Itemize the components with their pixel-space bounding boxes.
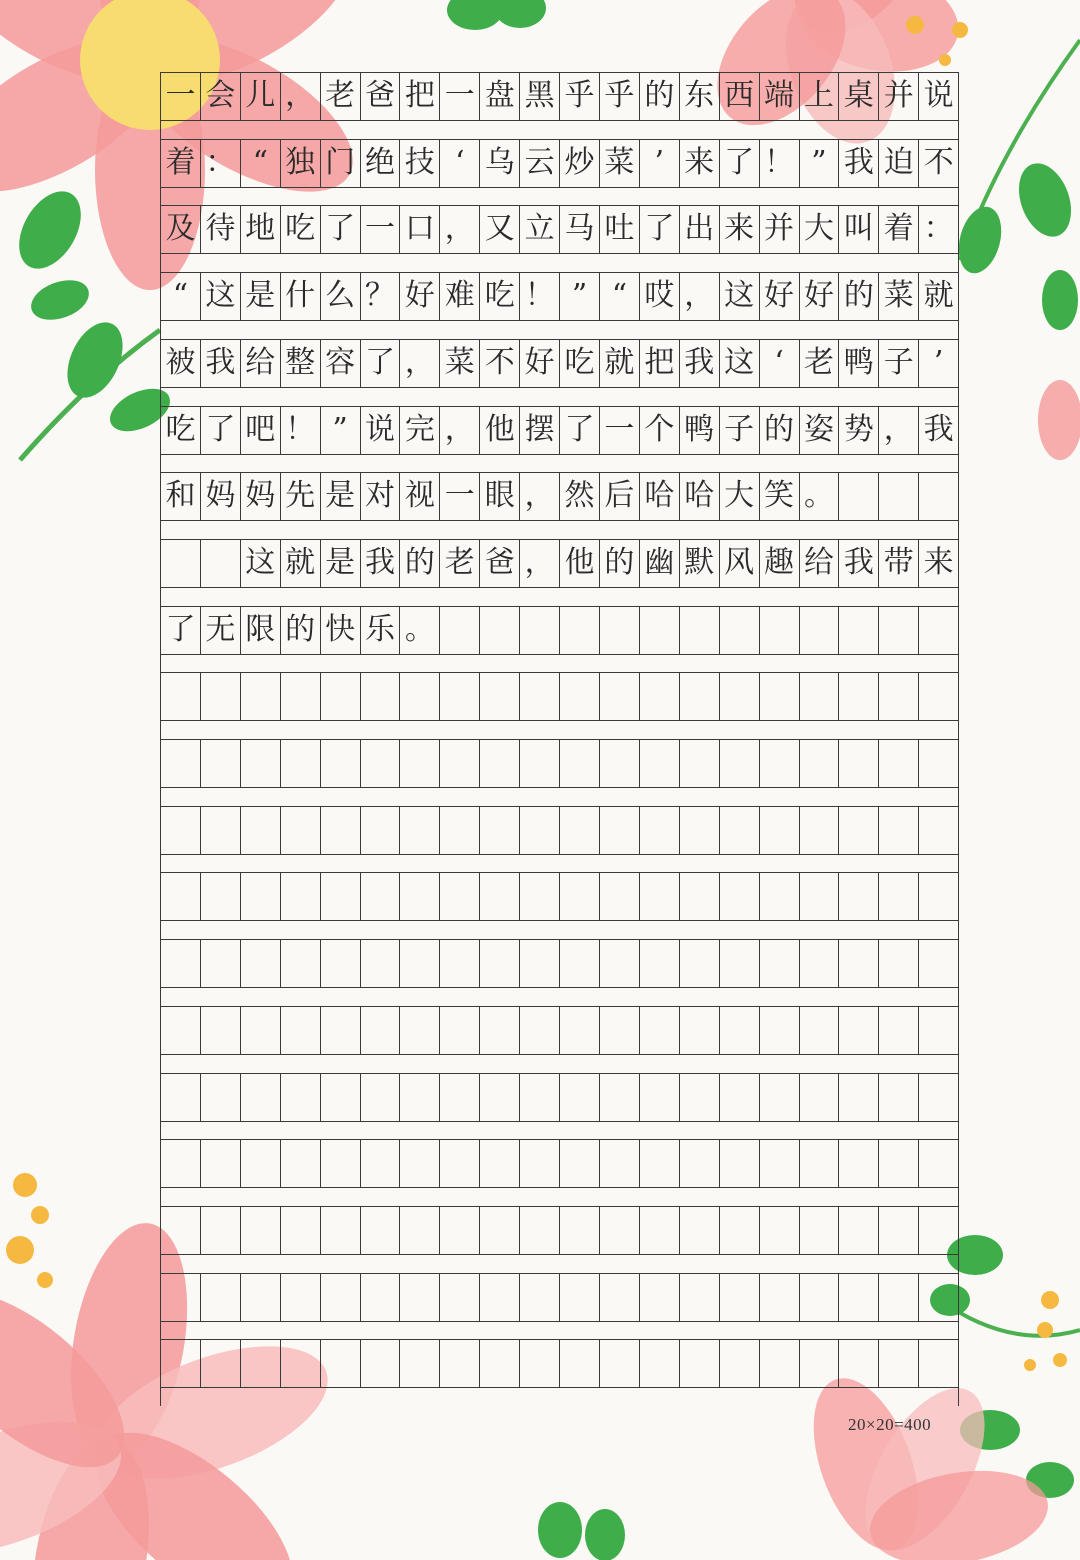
grid-cell: 爸 xyxy=(360,72,400,120)
grid-cell: 鸭 xyxy=(679,406,719,454)
grid-cell: 他 xyxy=(479,406,519,454)
grid-cell: 对 xyxy=(360,472,400,520)
grid-cell: 他 xyxy=(559,539,599,587)
grid-cell: 不 xyxy=(918,139,959,187)
grid-cell: 眼 xyxy=(479,472,519,520)
grid-cell: ” xyxy=(559,272,599,320)
grid-cell: 来 xyxy=(719,205,759,253)
grid-cell: 把 xyxy=(639,339,679,387)
grid-cell: 着 xyxy=(878,205,918,253)
grid-cell: 无 xyxy=(200,606,240,654)
grid-cell: 大 xyxy=(719,472,759,520)
grid-cell: 带 xyxy=(878,539,918,587)
grid-cell: ！ xyxy=(280,406,320,454)
grid-cell: 什 xyxy=(280,272,320,320)
grid-cell: 吧 xyxy=(240,406,280,454)
grid-cell: 哈 xyxy=(679,472,719,520)
grid-cell: ， xyxy=(399,339,439,387)
grid-cell: 吃 xyxy=(559,339,599,387)
grid-cell: 好 xyxy=(799,272,839,320)
grid-cell: 我 xyxy=(838,139,878,187)
grid-cell: ！ xyxy=(759,139,799,187)
grid-cell: 。 xyxy=(399,606,439,654)
grid-cell: ， xyxy=(679,272,719,320)
grid-cell: “ xyxy=(160,272,200,320)
grid-cell: 乎 xyxy=(559,72,599,120)
grid-cell: ， xyxy=(519,472,559,520)
grid-cell: 把 xyxy=(399,72,439,120)
grid-cell: 地 xyxy=(240,205,280,253)
grid-cell: 老 xyxy=(799,339,839,387)
grid-cell: 给 xyxy=(799,539,839,587)
grid-cell: 出 xyxy=(679,205,719,253)
grid-cell: 来 xyxy=(679,139,719,187)
grid-cell: 的 xyxy=(599,539,639,587)
grid-cell: “ xyxy=(240,139,280,187)
grid-cell: 乌 xyxy=(479,139,519,187)
grid-cell: 了 xyxy=(559,406,599,454)
composition-grid-sheet xyxy=(160,72,959,1406)
grid-cell: 及 xyxy=(160,205,200,253)
grid-cell: 我 xyxy=(200,339,240,387)
grid-cell: 好 xyxy=(519,339,559,387)
grid-cell: 限 xyxy=(240,606,280,654)
grid-cell: ” xyxy=(799,139,839,187)
grid-cell: 来 xyxy=(918,539,959,587)
grid-cell: 幽 xyxy=(639,539,679,587)
grid-cell: 视 xyxy=(399,472,439,520)
grid-cell: 了 xyxy=(639,205,679,253)
grid-cell: 大 xyxy=(799,205,839,253)
grid-cell: 子 xyxy=(719,406,759,454)
grid-cell: 炒 xyxy=(559,139,599,187)
grid-cell: 后 xyxy=(599,472,639,520)
grid-cell: 并 xyxy=(759,205,799,253)
grid-cell: 这 xyxy=(719,339,759,387)
grid-cell: ’ xyxy=(918,339,959,387)
grid-cell: 先 xyxy=(280,472,320,520)
grid-cell: 的 xyxy=(838,272,878,320)
grid-cell: 口 xyxy=(399,205,439,253)
grid-cell: 快 xyxy=(320,606,360,654)
grid-cell: 菜 xyxy=(599,139,639,187)
grid-cell: 待 xyxy=(200,205,240,253)
grid-cell: 技 xyxy=(399,139,439,187)
grid-cell: 趣 xyxy=(759,539,799,587)
grid-cell: 菜 xyxy=(439,339,479,387)
grid-cell: 个 xyxy=(639,406,679,454)
grid-cell: 了 xyxy=(320,205,360,253)
grid-cell: 就 xyxy=(918,272,959,320)
grid-cell: ‘ xyxy=(439,139,479,187)
grid-cell: 默 xyxy=(679,539,719,587)
grid-cell: 上 xyxy=(799,72,839,120)
grid-cell: 着 xyxy=(160,139,200,187)
grid-cell: 的 xyxy=(759,406,799,454)
grid-cell: 迫 xyxy=(878,139,918,187)
grid-cell: ？ xyxy=(360,272,400,320)
grid-cell: 完 xyxy=(399,406,439,454)
grid-cell: 西 xyxy=(719,72,759,120)
grid-cell: ’ xyxy=(639,139,679,187)
grid-cell: 给 xyxy=(240,339,280,387)
grid-cell: 这 xyxy=(240,539,280,587)
grid-cell: 说 xyxy=(918,72,959,120)
grid-frame xyxy=(160,72,959,1406)
grid-cell: “ xyxy=(599,272,639,320)
grid-cell: 老 xyxy=(439,539,479,587)
grid-cell: 桌 xyxy=(838,72,878,120)
grid-cell: 是 xyxy=(240,272,280,320)
grid-cell: 容 xyxy=(320,339,360,387)
grid-cell: ， xyxy=(439,406,479,454)
grid-cell: 和 xyxy=(160,472,200,520)
grid-cell: 妈 xyxy=(240,472,280,520)
grid-cell: 妈 xyxy=(200,472,240,520)
grid-cell: 是 xyxy=(320,539,360,587)
grid-cell: 云 xyxy=(519,139,559,187)
grid-cell: 摆 xyxy=(519,406,559,454)
grid-cell: ！ xyxy=(519,272,559,320)
leaf-icon xyxy=(447,0,546,30)
grid-capacity-caption: 20×20=400 xyxy=(848,1415,932,1434)
grid-cell: 鸭 xyxy=(838,339,878,387)
grid-cell: 独 xyxy=(280,139,320,187)
grid-cell: 立 xyxy=(519,205,559,253)
grid-cell: 爸 xyxy=(479,539,519,587)
grid-cell: 这 xyxy=(719,272,759,320)
grid-cell: 一 xyxy=(599,406,639,454)
grid-cell: 儿 xyxy=(240,72,280,120)
grid-cell: 的 xyxy=(280,606,320,654)
grid-cell: 就 xyxy=(280,539,320,587)
grid-cell: 难 xyxy=(439,272,479,320)
grid-cell: ， xyxy=(439,205,479,253)
grid-cell: 吃 xyxy=(160,406,200,454)
leaf-icon xyxy=(952,40,1080,460)
grid-cell: 菜 xyxy=(878,272,918,320)
grid-cell: 又 xyxy=(479,205,519,253)
grid-cell: 的 xyxy=(639,72,679,120)
grid-cell: 会 xyxy=(200,72,240,120)
grid-cell: ： xyxy=(200,139,240,187)
grid-cell: 叫 xyxy=(838,205,878,253)
grid-cell: 我 xyxy=(360,539,400,587)
grid-cell: 了 xyxy=(160,606,200,654)
grid-cell: 了 xyxy=(719,139,759,187)
grid-cell: 我 xyxy=(918,406,959,454)
grid-cell: 好 xyxy=(759,272,799,320)
grid-cell: 哈 xyxy=(639,472,679,520)
grid-cell: 笑 xyxy=(759,472,799,520)
grid-cell: 并 xyxy=(878,72,918,120)
grid-cell: ‘ xyxy=(759,339,799,387)
dot-cluster-icon xyxy=(1024,1291,1067,1371)
grid-cell: ” xyxy=(320,406,360,454)
grid-cell: ： xyxy=(918,205,959,253)
grid-cell: 然 xyxy=(559,472,599,520)
grid-cell: 我 xyxy=(838,539,878,587)
grid-cell: 老 xyxy=(320,72,360,120)
grid-cell: 风 xyxy=(719,539,759,587)
grid-cell: 绝 xyxy=(360,139,400,187)
grid-cell: 不 xyxy=(479,339,519,387)
grid-cell: 是 xyxy=(320,472,360,520)
grid-cell: 乐 xyxy=(360,606,400,654)
grid-cell: 势 xyxy=(838,406,878,454)
grid-cell: 黑 xyxy=(519,72,559,120)
grid-cell: 姿 xyxy=(799,406,839,454)
grid-cell: 了 xyxy=(360,339,400,387)
grid-cell: 被 xyxy=(160,339,200,387)
grid-cell: 一 xyxy=(439,472,479,520)
grid-cell: 一 xyxy=(360,205,400,253)
grid-cell: 端 xyxy=(759,72,799,120)
grid-cell: 么 xyxy=(320,272,360,320)
dot-cluster-icon xyxy=(6,1173,53,1288)
grid-cell: 整 xyxy=(280,339,320,387)
grid-cell: 子 xyxy=(878,339,918,387)
grid-cell: 了 xyxy=(200,406,240,454)
grid-cell: 说 xyxy=(360,406,400,454)
grid-cell: 东 xyxy=(679,72,719,120)
grid-cell: 哎 xyxy=(639,272,679,320)
grid-cell: 吃 xyxy=(479,272,519,320)
grid-cell: 盘 xyxy=(479,72,519,120)
grid-cell: ， xyxy=(280,72,320,120)
grid-cell: 乎 xyxy=(599,72,639,120)
grid-cell: 一 xyxy=(160,72,200,120)
grid-cell: 。 xyxy=(799,472,839,520)
grid-cell: 我 xyxy=(679,339,719,387)
grid-cell: 一 xyxy=(439,72,479,120)
grid-cell: ， xyxy=(519,539,559,587)
grid-cell: 这 xyxy=(200,272,240,320)
grid-cell: 的 xyxy=(399,539,439,587)
grid-cell: 门 xyxy=(320,139,360,187)
grid-cell: 马 xyxy=(559,205,599,253)
grid-cell: 好 xyxy=(399,272,439,320)
grid-cell: 吐 xyxy=(599,205,639,253)
grid-cell: ， xyxy=(878,406,918,454)
grid-cell: 吃 xyxy=(280,205,320,253)
grid-cell: 就 xyxy=(599,339,639,387)
